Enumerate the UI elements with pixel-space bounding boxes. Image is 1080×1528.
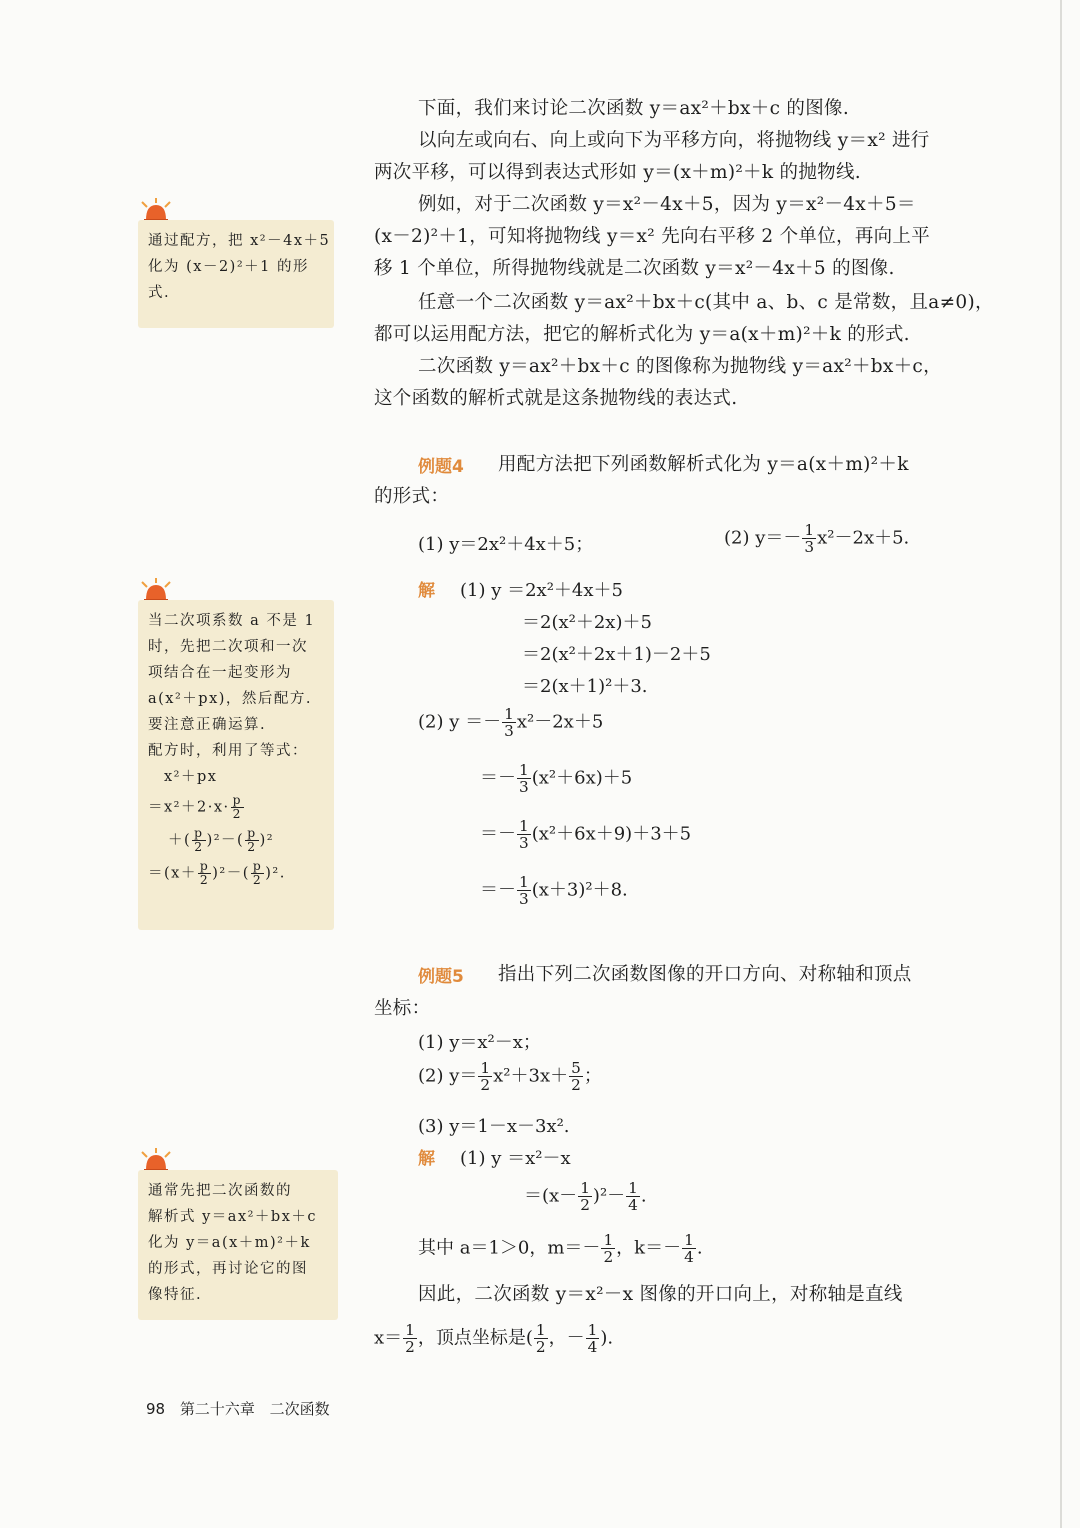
- note-line: 解析式 y＝ax²＋bx＋c: [148, 1209, 318, 1225]
- page-edge: [1060, 0, 1062, 1528]
- example4-s1-line4: ＝2(x＋1)²＋3.: [522, 676, 648, 697]
- example4-q1: (1) y＝2x²＋4x＋5；: [418, 534, 594, 555]
- example4-solve-label: 解: [418, 581, 435, 601]
- example5-where: 其中 a＝1＞0，m＝－ $\frac{1}{2}$ ，k＝－ $\frac{1}{4}$ .: [418, 1231, 703, 1267]
- example5-q1: (1) y＝x²－x；: [418, 1032, 541, 1053]
- note-line: 化为 y＝a(x＋m)²＋k: [148, 1235, 311, 1251]
- note-line: 配方时，利用了等式：: [148, 743, 308, 759]
- example4-s1-line3: ＝2(x²＋2x＋1)－2＋5: [522, 644, 711, 665]
- example5-q3: (3) y＝1－x－3x².: [418, 1116, 570, 1137]
- para-definition-1: 二次函数 y＝ax²＋bx＋c 的图像称为抛物线 y＝ax²＋bx＋c，: [418, 356, 942, 377]
- example4-s2-line2: ＝－ $\frac{1}{3}$ (x²＋6x)＋5: [480, 761, 633, 797]
- note-line: 项结合在一起变形为: [148, 665, 292, 681]
- chapter-name: 第二十六章: [179, 1400, 255, 1418]
- example5-s2: ＝(x－ $\frac{1}{2}$ )²－ $\frac{1}{4}$ .: [524, 1179, 647, 1215]
- example5-q2: (2) y＝ $\frac{1}{2}$ x²＋3x＋ $\frac{5}{2}$ ；: [418, 1059, 602, 1095]
- para-translation-2: 两次平移，可以得到表达式形如 y＝(x＋m)²＋k 的抛物线.: [374, 162, 861, 183]
- example4-prompt-1: 用配方法把下列函数解析式化为 y＝a(x＋m)²＋k: [498, 454, 909, 475]
- example5-conclusion-2: x＝ $\frac{1}{2}$ ，顶点坐标是( $\frac{1}{2}$ ，－ $\frac{1}{4}$ ).: [374, 1321, 614, 1357]
- para-intro: 下面，我们来讨论二次函数 y＝ax²＋bx＋c 的图像.: [418, 98, 850, 119]
- example4-s2-line3: ＝－ $\frac{1}{3}$ (x²＋6x＋9)＋3＋5: [480, 817, 692, 853]
- note-formula-line: ＋( $\frac{p}{2}$ )²－( $\frac{p}{2}$ )²: [168, 825, 275, 854]
- side-note-completing-square: [138, 220, 334, 328]
- example5-conclusion-1: 因此，二次函数 y＝x²－x 图像的开口向上，对称轴是直线: [418, 1284, 903, 1305]
- note-formula-line: ＝x²＋2·x· $\frac{p}{2}$: [148, 793, 243, 821]
- note-line: 当二次项系数 a 不是 1: [148, 613, 316, 629]
- note-line: 要注意正确运算.: [148, 717, 267, 733]
- para-example-2: (x－2)²＋1，可知将抛物线 y＝x² 先向右平移 2 个单位，再向上平: [374, 226, 931, 247]
- example4-label: 例题4: [418, 457, 464, 477]
- note-line: 通过配方，把 x²－4x＋5: [148, 233, 331, 249]
- note-line: 通常先把二次函数的: [148, 1183, 292, 1199]
- page-footer: [146, 1398, 340, 1419]
- note-line: x²＋px: [148, 769, 218, 785]
- para-general-2: 都可以运用配方法，把它的解析式化为 y＝a(x＋m)²＋k 的形式.: [374, 324, 910, 345]
- example4-s1-line2: ＝2(x²＋2x)＋5: [522, 612, 652, 633]
- example4-s2-line4: ＝－ $\frac{1}{3}$ (x＋3)²＋8.: [480, 873, 628, 909]
- side-note-coefficient: [138, 600, 334, 930]
- example4-prompt-2: 的形式：: [374, 486, 450, 507]
- example5-s1: (1) y ＝x²－x: [460, 1148, 571, 1169]
- note-line: 式.: [148, 285, 171, 301]
- note-line: 化为 (x－2)²＋1 的形: [148, 259, 309, 275]
- note-formula-line: ＝(x＋ $\frac{p}{2}$ )²－( $\frac{p}{2}$ )².: [148, 858, 286, 887]
- side-note-process: [138, 1170, 338, 1320]
- note-line: 像特征.: [148, 1287, 203, 1303]
- example5-prompt-1: 指出下列二次函数图像的开口方向、对称轴和顶点: [498, 964, 912, 985]
- para-example-3: 移 1 个单位，所得抛物线就是二次函数 y＝x²－4x＋5 的图像.: [374, 258, 895, 279]
- example5-solve-label: 解: [418, 1149, 435, 1169]
- example5-label: 例题5: [418, 967, 464, 987]
- para-general-1: 任意一个二次函数 y＝ax²＋bx＋c(其中 a、b、c 是常数，且a≠0)，: [418, 292, 994, 313]
- note-line: 时，先把二次项和一次: [148, 639, 308, 655]
- note-line: 的形式，再讨论它的图: [148, 1261, 308, 1277]
- para-translation-1: 以向左或向右、向上或向下为平移方向，将抛物线 y＝x² 进行: [418, 130, 930, 151]
- note-line: a(x²＋px)，然后配方.: [148, 691, 313, 707]
- example4-q2: (2) y＝－ $\frac{1}{3}$ x²－2x＋5.: [724, 521, 910, 557]
- para-definition-2: 这个函数的解析式就是这条抛物线的表达式.: [374, 388, 738, 409]
- example5-prompt-2: 坐标：: [374, 998, 431, 1019]
- chapter-title: 二次函数: [269, 1400, 330, 1418]
- para-example-1: 例如，对于二次函数 y＝x²－4x＋5，因为 y＝x²－4x＋5＝: [418, 194, 916, 215]
- example4-s2-line1: (2) y ＝－ $\frac{1}{3}$ x²－2x＋5: [418, 705, 604, 741]
- page-number: 98: [146, 1400, 166, 1418]
- example4-s1-line1: (1) y ＝2x²＋4x＋5: [460, 580, 623, 601]
